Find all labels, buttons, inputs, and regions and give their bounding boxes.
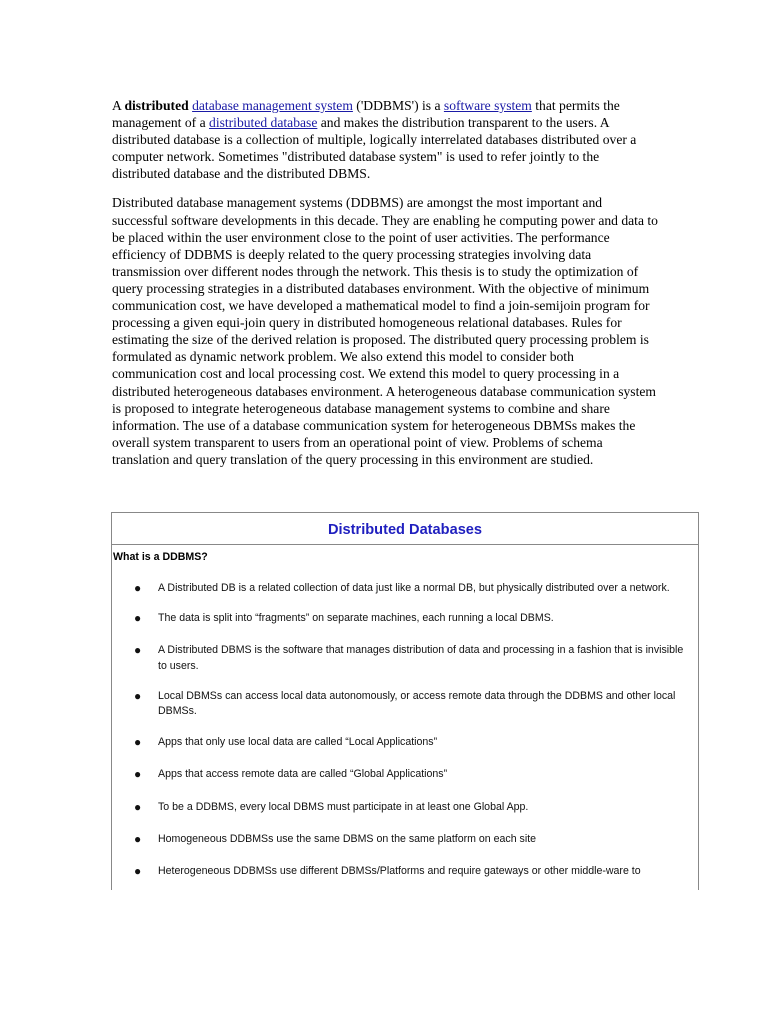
bullet-icon: ● (134, 864, 142, 879)
bullet-list (112, 581, 698, 879)
list-item (112, 767, 698, 782)
card-title: Distributed Databases (112, 513, 698, 545)
list-item (112, 735, 698, 750)
list-item (112, 689, 698, 719)
bullet-text: Homogeneous DDBMSs use the same DBMS on the same platform on each site (158, 832, 537, 845)
bullet-text: Apps that only use local data are called “Local Applications” (158, 736, 438, 749)
bullet-icon: ● (134, 581, 142, 595)
bullet-text: A Distributed DB is a related collection of data just like a normal DB, but physically distributed over a network. (158, 582, 670, 594)
bullet-text: Heterogeneous DDBMSs use different DBMSs/Platforms and require gateways or other middle-ware to (158, 865, 641, 878)
bullet-icon: ● (134, 688, 142, 703)
list-item (112, 643, 698, 673)
list-item (112, 581, 698, 596)
link-software-system[interactable]: software system (443, 98, 532, 113)
list-item (112, 832, 698, 847)
text-run: A (112, 98, 125, 113)
link-distributed-database[interactable]: distributed database (209, 115, 318, 131)
intro-paragraph-1 (112, 97, 660, 182)
bullet-text: The data is split into “fragments” on separate machines, each running a local DBMS. (158, 612, 554, 625)
bullet-text: Apps that access remote data are called “Global Applications” (158, 768, 448, 781)
bullet-icon: ● (134, 611, 142, 626)
slide-card (111, 512, 699, 890)
link-database-management-system[interactable]: database management system (192, 98, 353, 113)
bullet-text: To be a DDBMS, every local DBMS must participate in at least one Global App. (158, 800, 529, 813)
bold-term: distributed (124, 98, 189, 113)
text-run: and makes the distribution transparent to the users. A distributed database is a collection of multiple, logically interrelated databases distributed over a computer network. Sometimes "distributed database system" is used to refer jointly to the distributed database and the distributed DBMS. (112, 115, 637, 182)
list-item (112, 800, 698, 815)
intro-paragraph-2: Distributed database management systems (DDBMS) are amongst the most important and successful software developments in this decade. They are enabling he computing power and data to be placed within the user environment close to the point of user activities. The performance efficiency of DDBMS is deeply related to the query processing strategies involving data transmission over different nodes through the network. This thesis is to study the optimization of query processing strategies in a distributed databases environment. With the objective of minimum communication cost, we have developed a mathematical model to find a join-semijoin program for processing a given equi-join query in distributed homogeneous relational databases. Rules for estimating the size of the derived relation is proposed. The distributed query processing problem is formulated as dynamic network problem. We also extend this model to consider both communication cost and local processing cost. We extend this model to query processing in a distributed heterogeneous databases environment. A heterogeneous database communication system is proposed to integrate heterogeneous database management systems to combine and share information. The use of a database communication system for heterogeneous DBMSs makes the overall system transparent to users from an operational point of view. Problems of schema translation and query translation of the query processing in this environment are studied. (112, 195, 658, 467)
bullet-text: Local DBMSs can access local data autonomously, or access remote data through the DDBMS and other local DBMSs. (158, 689, 676, 718)
list-item (112, 611, 698, 626)
bullet-icon: ● (134, 643, 142, 658)
text-run: that permits the management of a (112, 98, 620, 131)
list-item (112, 864, 698, 879)
card-question: What is a DDBMS? (113, 551, 208, 563)
document-body (112, 97, 660, 468)
bullet-icon: ● (134, 831, 142, 846)
bullet-icon: ● (134, 735, 142, 750)
bullet-text: A Distributed DBMS is the software that manages distribution of data and processing in a fashion that is invisible to users. (158, 644, 684, 672)
text-run: ('DDBMS') is a (352, 98, 444, 113)
bullet-icon: ● (134, 799, 142, 814)
bullet-icon: ● (134, 767, 142, 782)
